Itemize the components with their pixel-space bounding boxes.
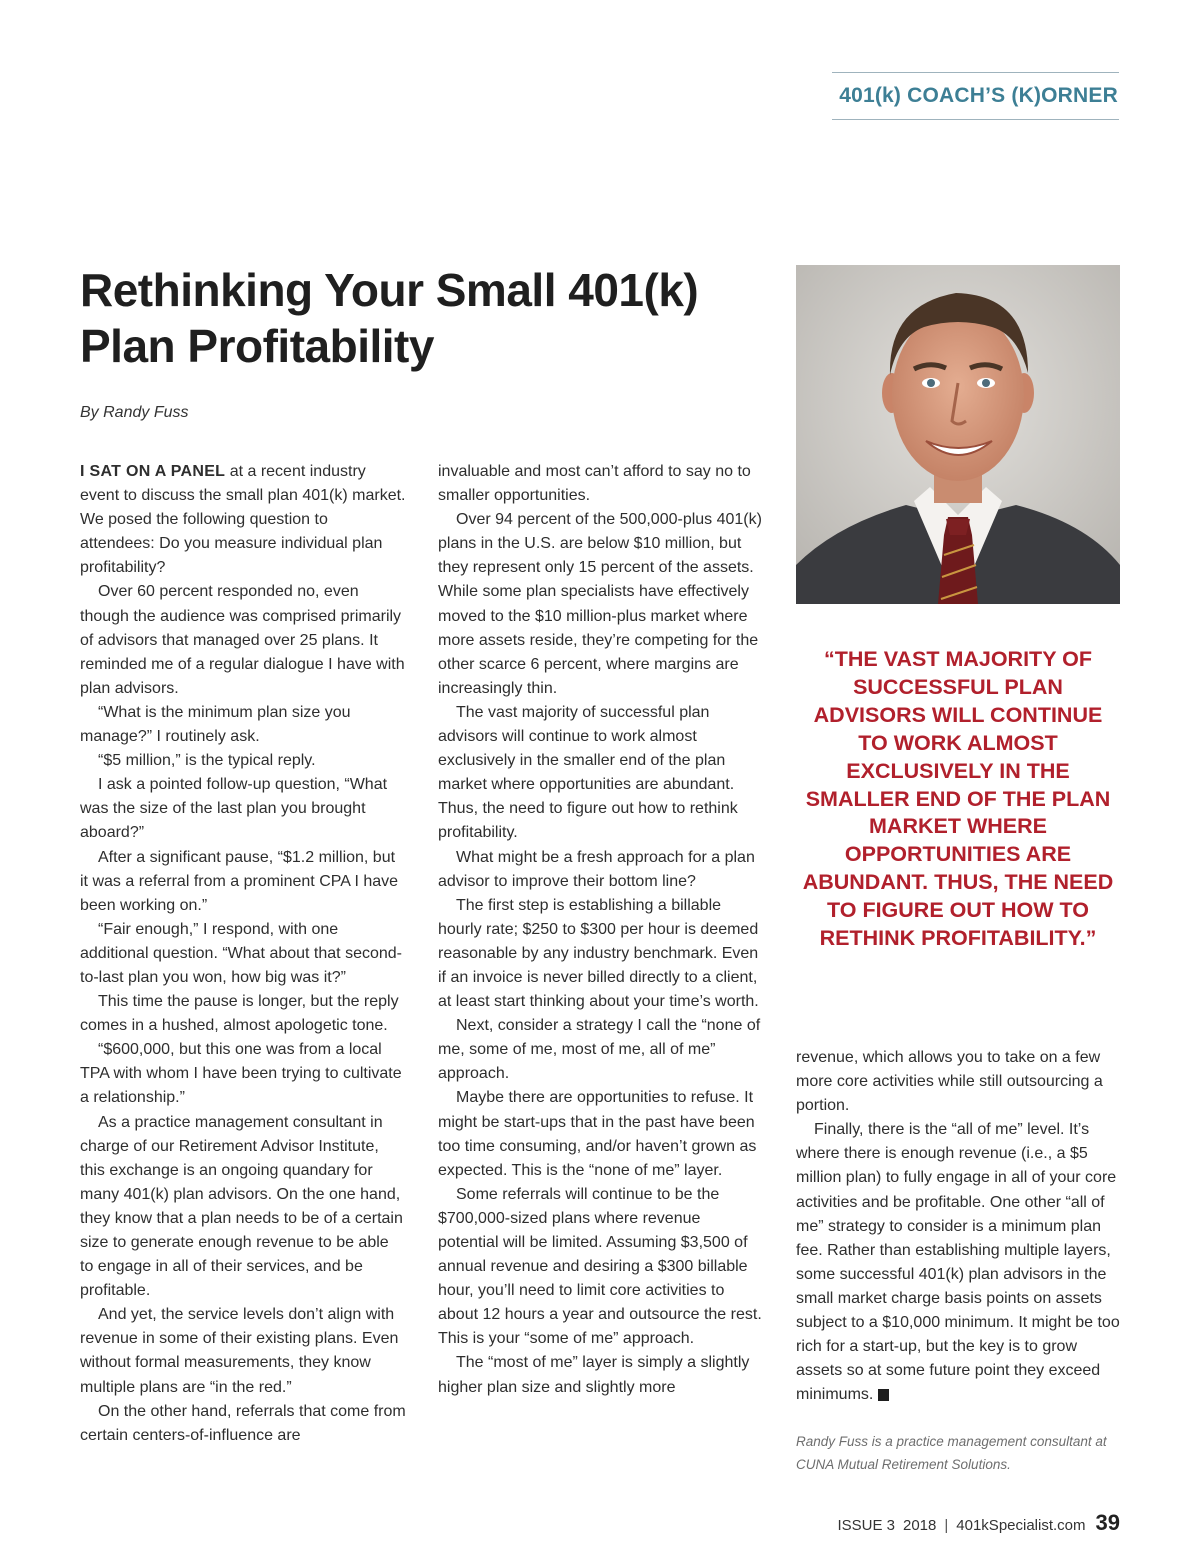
paragraph	[80, 460, 406, 580]
paragraph: “$600,000, but this one was from a local TPA with whom I have been trying to cultivate a relationship.”	[80, 1041, 402, 1107]
paragraph: The first step is establishing a billable hourly rate; $250 to $300 per hour is deemed reasonable by any industry benchmark. Even if an invoice is never billed directly to a client, at least start thinking about your time’s worth.	[438, 896, 759, 1011]
paragraph: Over 60 percent responded no, even though the audience was comprised primarily of advisors that managed over 25 plans. It reminded me of a regular dialogue I have with plan advisors.	[80, 583, 405, 697]
article-column-3	[796, 1046, 1120, 1407]
issue-year: 2018	[903, 1517, 937, 1534]
footer-separator: |	[944, 1517, 949, 1534]
issue-label: ISSUE 3	[837, 1517, 895, 1534]
paragraph: Over 94 percent of the 500,000-plus 401(k) plans in the U.S. are below $10 million, but they represent only 15 percent of the assets. While some plan specialists have effectively moved to the $10 million-plus market where more assets reside, they’re competing for the other scarce 6 percent, where margins are increasingly thin.	[438, 511, 762, 697]
paragraph: This time the pause is longer, but the reply comes in a hushed, almost apologetic tone.	[80, 993, 399, 1035]
end-mark-icon: K	[878, 1389, 889, 1401]
page-number: 39	[1095, 1510, 1120, 1535]
paragraph-text: at a recent industry event to discuss the small plan 401(k) market. We posed the following question to attendees: Do you measure individual plan profitability?	[80, 463, 406, 577]
paragraph: Maybe there are opportunities to refuse. It might be start-ups that in the past have been too time consuming, and/or haven’t grown as expected. This is the “none of me” layer.	[438, 1089, 757, 1179]
paragraph: The vast majority of successful plan advisors will continue to work almost exclusively in the smaller end of the plan market where opportunities are abundant. Thus, the need to figure out how to rethink profitability.	[438, 703, 738, 842]
article-column-2	[438, 460, 764, 1400]
paragraph: Some referrals will continue to be the $700,000-sized plans where revenue potential will be limited. Assuming $3,500 of annual revenue and desiring a $300 billable hour, you’ll need to limit core activities to about 12 hours a year and outsource the rest. This is your “some of me” approach.	[438, 1185, 762, 1348]
paragraph: “$5 million,” is the typical reply.	[98, 752, 316, 770]
section-title: 401(k) COACH’S (K)ORNER	[839, 84, 1118, 107]
paragraph-text: Finally, there is the “all of me” level. It’s where there is enough revenue (i.e., a $5 million plan) to fully engage in all of your core activities and be profitable. One other “all of me” strategy to consider is a minimum plan fee. Rather than establishing multiple layers, some successful 401(k) plan advisors in the small market charge basis points on assets subject to a $10,000 minimum. It might be too rich for a start-up, but the key is to grow assets so at some future point they exceed minimums.	[796, 1121, 1120, 1404]
pull-quote: “THE VAST MAJORITY OF SUCCESSFUL PLAN ADVISORS WILL CONTINUE TO WORK ALMOST EXCLUSIVELY IN THE SMALLER END OF THE PLAN MARKET WHERE OPPORTUNITIES ARE ABUNDANT. THUS, THE NEED TO FIGURE OUT HOW TO RETHINK PROFITABILITY.”	[802, 647, 1114, 951]
page-footer	[837, 1510, 1120, 1536]
paragraph: invaluable and most can’t afford to say no to smaller opportunities.	[438, 463, 751, 505]
article-column-1	[80, 460, 406, 1448]
paragraph: What might be a fresh approach for a plan advisor to improve their bottom line?	[438, 848, 755, 890]
paragraph: “Fair enough,” I respond, with one additional question. “What about that second-to-last plan you won, how big was it?”	[80, 920, 402, 986]
author-portrait-illustration	[796, 265, 1120, 604]
section-rule-top	[832, 72, 1119, 73]
paragraph: On the other hand, referrals that come from certain centers-of-influence are	[80, 1402, 406, 1444]
paragraph: As a practice management consultant in charge of our Retirement Advisor Institute, this exchange is an ongoing quandary for many 401(k) plan advisors. On the one hand, they know that a plan needs to be of a certain size to generate enough revenue to be able to engage in all of their services, and be profitable.	[80, 1113, 403, 1300]
paragraph: And yet, the service levels don’t align with revenue in some of their existing plans. Even without formal measurements, they know multiple plans are “in the red.”	[80, 1306, 399, 1396]
website-link[interactable]: 401kSpecialist.com	[956, 1517, 1086, 1534]
article-title: Rethinking Your Small 401(k) Plan Profitability	[80, 264, 699, 372]
byline: By Randy Fuss	[80, 404, 189, 421]
paragraph: “What is the minimum plan size you manage?” I routinely ask.	[80, 703, 351, 746]
paragraph: The “most of me” layer is simply a slightly higher plan size and slightly more	[438, 1354, 750, 1396]
paragraph: Next, consider a strategy I call the “none of me, some of me, most of me, all of me” approach.	[438, 1017, 761, 1083]
paragraph: I ask a pointed follow-up question, “What was the size of the last plan you brought aboard?”	[80, 776, 388, 842]
author-photo	[796, 265, 1120, 604]
paragraph	[796, 1118, 1120, 1407]
paragraph: After a significant pause, “$1.2 million, but it was a referral from a prominent CPA I have been working on.”	[80, 848, 399, 914]
author-bio: Randy Fuss is a practice management consultant at CUNA Mutual Retirement Solutions.	[796, 1434, 1107, 1472]
section-rule-bottom	[832, 119, 1119, 120]
lead-in: I SAT ON A PANEL	[80, 463, 226, 480]
paragraph: revenue, which allows you to take on a few more core activities while still outsourcing a portion.	[796, 1049, 1103, 1115]
